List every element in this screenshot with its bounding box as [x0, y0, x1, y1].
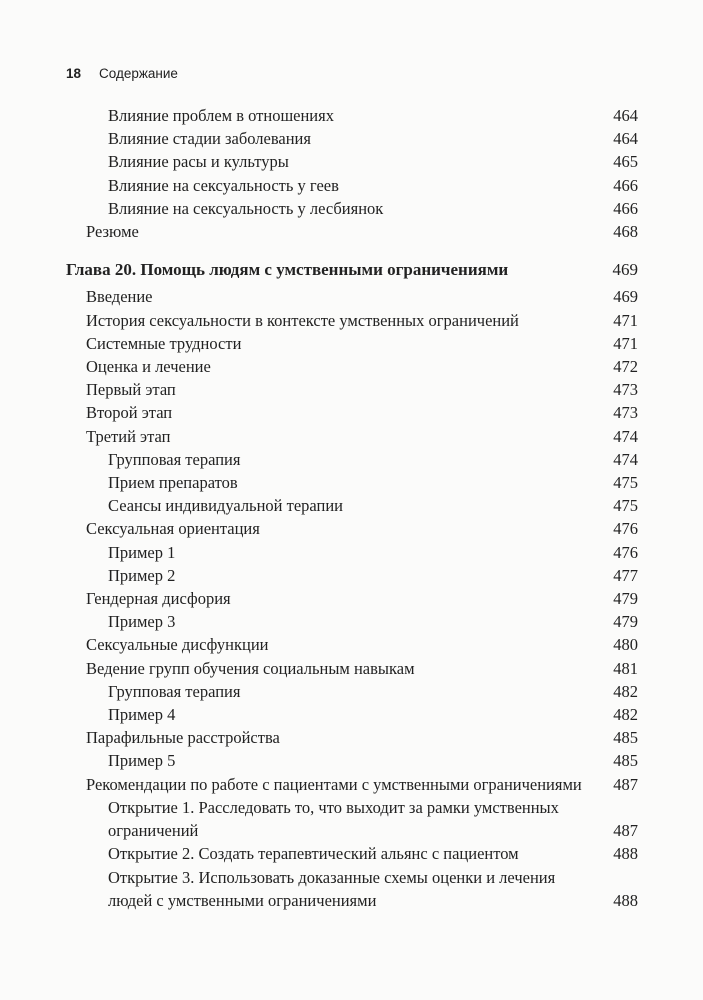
- toc-entry-page: 479: [613, 612, 638, 632]
- toc-entry-page: 476: [613, 542, 638, 562]
- toc-entry: [66, 703, 638, 726]
- toc-entry-title: Пример 4: [108, 705, 176, 725]
- toc-entry-page: 475: [613, 496, 638, 516]
- running-header: [66, 66, 178, 81]
- table-of-contents: [66, 104, 638, 912]
- toc-entry: [66, 633, 638, 656]
- toc-entry: [66, 726, 638, 749]
- toc-entry-page: 485: [613, 751, 638, 771]
- toc-entry-page: 473: [613, 403, 638, 423]
- toc-entry-page: 466: [613, 198, 638, 218]
- toc-entry-page: 468: [613, 222, 638, 242]
- toc-entry: [66, 680, 638, 703]
- toc-entry-title: Влияние стадии заболевания: [108, 129, 311, 149]
- toc-entry: [66, 773, 638, 796]
- toc-entry: [66, 332, 638, 355]
- toc-entry: [66, 657, 638, 680]
- toc-entry-title: Влияние расы и культуры: [108, 152, 289, 172]
- toc-entry-page: 488: [613, 844, 638, 864]
- toc-entry-title: Групповая терапия: [108, 681, 241, 701]
- toc-entry-page: 474: [613, 449, 638, 469]
- toc-entry: [66, 517, 638, 540]
- toc-entry-title: Влияние проблем в отношениях: [108, 106, 334, 125]
- toc-entry-page: 464: [613, 129, 638, 149]
- toc-entry: [66, 197, 638, 220]
- toc-entry-page: 477: [613, 565, 638, 585]
- section-title: Содержание: [99, 66, 178, 81]
- toc-entry-title: Пример 2: [108, 565, 176, 585]
- toc-entry-title: Второй этап: [86, 403, 173, 423]
- toc-entry-page: 482: [613, 681, 638, 701]
- toc-entry: [66, 866, 638, 912]
- toc-entry-title: Прием препаратов: [108, 473, 238, 493]
- toc-entry-page: 475: [613, 473, 638, 493]
- toc-entry-page: 465: [613, 152, 638, 172]
- toc-entry: [66, 610, 638, 633]
- toc-entry-title: Открытие 3. Использовать доказанные схемы оценки и лечения людей с умственными ограничениями: [108, 867, 556, 910]
- toc-entry-title: Парафильные расстройства: [86, 728, 280, 748]
- toc-entry-page: 479: [613, 589, 638, 609]
- toc-entry-title: Системные трудности: [86, 333, 242, 353]
- toc-entry: [66, 150, 638, 173]
- toc-entry-page: 487: [613, 821, 638, 841]
- toc-entry: [66, 541, 638, 564]
- toc-entry-title: Открытие 2. Создать терапевтический альянс с пациентом: [108, 844, 519, 864]
- toc-entry: [66, 127, 638, 150]
- toc-entry-title: Оценка и лечение: [86, 357, 211, 377]
- toc-entry-title: Сеансы индивидуальной терапии: [108, 496, 343, 516]
- toc-entry: [66, 220, 638, 243]
- toc-entry: [66, 448, 638, 471]
- toc-entry: [66, 378, 638, 401]
- toc-entry-title: Открытие 1. Расследовать то, что выходит за рамки умственных ограничений: [108, 797, 559, 841]
- toc-entry: [66, 401, 638, 424]
- toc-entry-title: Глава 20. Помощь людям с умственными ограничениями: [66, 260, 509, 280]
- toc-entry-title: Резюме: [86, 222, 139, 242]
- toc-entry: [66, 564, 638, 587]
- toc-entry-page: 471: [613, 310, 638, 330]
- toc-entry-title: Гендерная дисфория: [86, 589, 231, 609]
- toc-entry: [66, 355, 638, 378]
- toc-entry-title: Первый этап: [86, 380, 176, 400]
- toc-entry-title: Пример 1: [108, 542, 176, 562]
- toc-entry-title: Пример 5: [108, 751, 176, 771]
- toc-entry-title: История сексуальности в контексте умственных ограничений: [86, 310, 519, 330]
- toc-entry-title: Групповая терапия: [108, 449, 241, 469]
- page-number: 18: [66, 66, 82, 81]
- toc-entry-page: 472: [613, 357, 638, 377]
- toc-entry-page: 469: [612, 260, 638, 280]
- toc-entry-page: 485: [613, 728, 638, 748]
- toc-entry: [66, 796, 638, 842]
- toc-entry: [66, 587, 638, 610]
- toc-entry: [66, 285, 638, 308]
- toc-entry-title: Влияние на сексуальность у лесбиянок: [108, 198, 384, 218]
- toc-entry: [66, 842, 638, 865]
- toc-entry-title: Сексуальная ориентация: [86, 519, 260, 539]
- toc-entry-page: 481: [613, 658, 638, 678]
- toc-entry-page: 488: [613, 890, 638, 910]
- toc-entry-page: 480: [613, 635, 638, 655]
- toc-entry: [66, 425, 638, 448]
- toc-entry-page: 466: [613, 175, 638, 195]
- toc-entry: [66, 174, 638, 197]
- toc-entry-title: Рекомендации по работе с пациентами с умственными ограничениями: [86, 774, 582, 794]
- toc-entry: [66, 494, 638, 517]
- toc-entry-page: 482: [613, 705, 638, 725]
- toc-entry-title: Пример 3: [108, 612, 176, 632]
- toc-entry-title: Ведение групп обучения социальным навыкам: [86, 658, 415, 678]
- toc-entry-page: 471: [613, 333, 638, 353]
- toc-entry-page: 487: [613, 774, 638, 794]
- toc-entry-page: 476: [613, 519, 638, 539]
- toc-entry: [66, 749, 638, 772]
- toc-entry-page: 474: [613, 426, 638, 446]
- toc-chapter: [66, 258, 638, 281]
- toc-entry-page: 469: [613, 287, 638, 307]
- toc-entry-title: Сексуальные дисфункции: [86, 635, 269, 655]
- toc-entry: [66, 471, 638, 494]
- toc-entry-page: 473: [613, 380, 638, 400]
- toc-entry-title: Введение: [86, 287, 153, 307]
- toc-entry: [66, 309, 638, 332]
- toc-entry-title: Влияние на сексуальность у геев: [108, 175, 339, 195]
- toc-entry-page: 464: [613, 106, 638, 125]
- toc-entry-title: Третий этап: [86, 426, 171, 446]
- toc-entry: [66, 104, 638, 127]
